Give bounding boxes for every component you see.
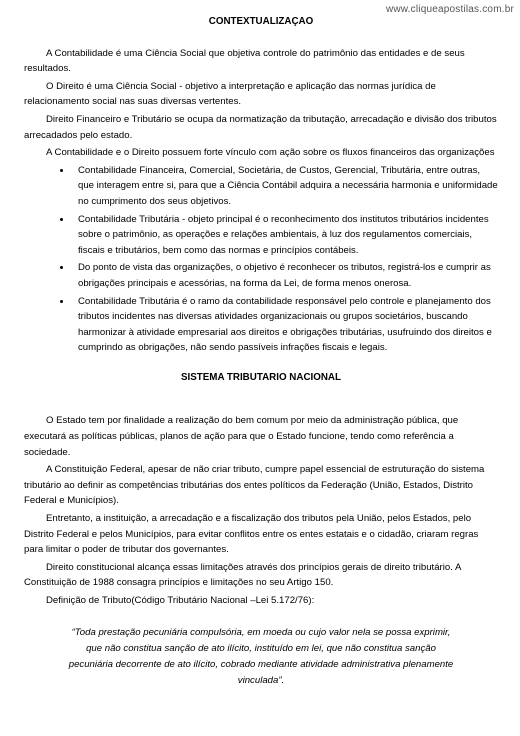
paragraph: O Direito é uma Ciência Social - objetivo a interpretação e aplicação das normas jurídica de relacionamento social nas suas diversas vertentes. [24, 80, 436, 108]
paragraph: A Constituição Federal, apesar de não criar tributo, cumpre papel essencial de estruturação do sistema tributário ao definir as competências tributárias dos entes políticos da Federação (União, Estados, Distrito Federal e Municípios). [24, 464, 485, 507]
tributo-definition-quote: “Toda prestação pecuniária compulsória, em moeda ou cujo valor nela se possa exprimir, que não constitua sanção de ato ilícito, instituído em lei, que não constitua sanção pecuniária decorrente de ato ilícito, cobrado mediante atividade administrativa plenamente vinculada”. [68, 626, 454, 686]
paragraph: Entretanto, a instituição, a arrecadação e a fiscalização dos tributos pela União, pelos Estados, pelo Distrito Federal e pelos Municípios, para evitar conflitos entre os entes estatais e o cidadão, criaram regras para limitar o poder de tributar dos governantes. [24, 513, 479, 556]
section-title-sistema-tributario: SISTEMA TRIBUTARIO NACIONAL [180, 371, 341, 383]
paragraph: A Contabilidade e o Direito possuem forte vínculo com ação sobre os fluxos financeiros das organizações [46, 147, 495, 159]
document-page [24, 14, 498, 689]
list-item: • Do ponto de vista das organizações, o objetivo é reconhecer os tributos, registrá-los e cumprir as obrigações principais e acessórias, na forma da Lei, de forma menos onerosa. [72, 260, 498, 291]
paragraph: O Estado tem por finalidade a realização do bem comum por meio da administração pública, que executará as políticas públicas, planos de ação para que o Estado funcione, tendo como referência a sociedade. [24, 415, 459, 458]
paragraph: Direito Financeiro e Tributário se ocupa da normatização da tributação, arrecadação e divisão dos tributos arrecadados pelo estado. [24, 113, 497, 141]
site-watermark: www.cliqueapostilas.com.br [385, 4, 514, 15]
paragraph: Definição de Tributo(Código Tributário Nacional –Lei 5.172/76): [46, 595, 315, 606]
list-item: • Contabilidade Tributária - objeto principal é o reconhecimento dos institutos tributários incidentes sobre o patrimônio, as operações e relações ambientais, à luz dos regulamentos comerciais, fiscais e tributários, bem como das normas e princípios contábeis. [72, 212, 498, 259]
list-item: • Contabilidade Financeira, Comercial, Societária, de Custos, Gerencial, Tributária, entre outras, que interagem entre si, para que a Ciência Contábil adquira a necessária harmonia e uniformidade no cumprimento dos seus objetivos. [72, 163, 498, 210]
paragraph: Direito constitucional alcança essas limitações através dos princípios gerais de direito tributário. A Constituição de 1988 consagra princípios e limitações no seu Artigo 150. [24, 561, 461, 589]
section-title-contextualizacao: CONTEXTUALIZAÇAO [208, 16, 314, 27]
bullet-list [24, 163, 498, 356]
list-item: • Contabilidade Tributária é o ramo da contabilidade responsável pelo controle e planejamento dos tributos incidentes nas diversas atividades organizacionais ou grupos societários, buscando harmonizar à atividade empresarial aos direitos e obrigações tributárias, usufruindo dos direitos e cumprindo as obrigações, não sendo passíveis infrações fiscais e legais. [72, 294, 498, 356]
paragraph: A Contabilidade é uma Ciência Social que objetiva controle do patrimônio das entidades e de seus resultados. [24, 47, 465, 75]
